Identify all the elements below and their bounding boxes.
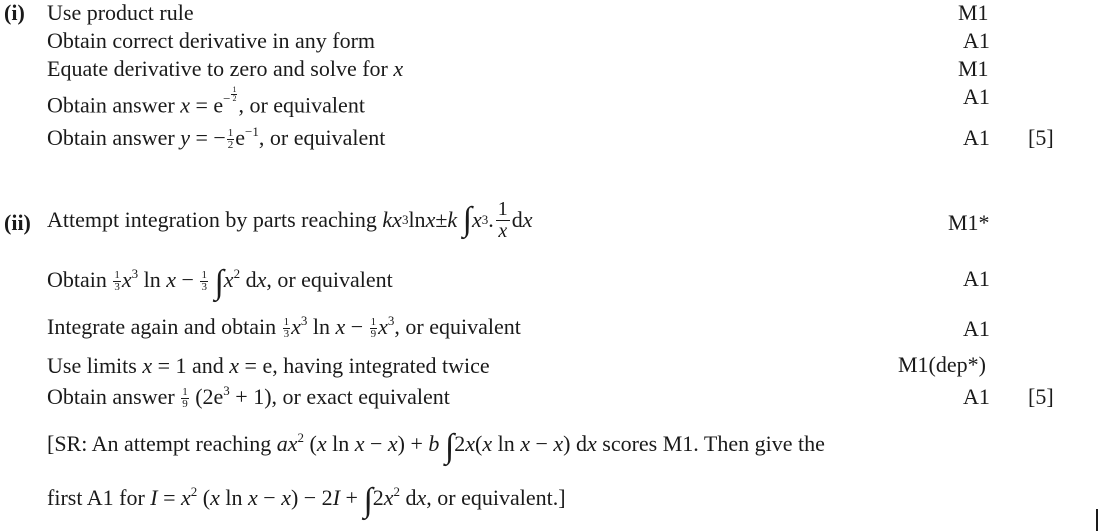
sr-line-2-x3: x	[281, 485, 291, 510]
part-ii-step-1: Attempt integration by parts reaching k x 3 ln x ± k ∫ x 3 . $\frac{1}{x}$ d x	[47, 197, 533, 242]
part-ii-d: d	[511, 207, 523, 232]
part-i-step-2: Obtain correct derivative in any form	[47, 28, 376, 53]
part-ii-pm: ±	[435, 207, 448, 232]
part-ii-mark-1: M1*	[948, 210, 990, 235]
sr-line-1-x3: x	[387, 431, 398, 456]
sr-line-1-ln2: ln	[492, 431, 521, 456]
special-ruling-line-2	[47, 484, 566, 518]
part-i-step-3-text: Equate derivative to zero and solve for	[47, 56, 388, 81]
part-ii-step-4-eq2: = e, having integrated twice	[239, 353, 490, 378]
sr-line-2-sq: 2	[190, 484, 198, 499]
sr-line-2-eq: =	[157, 485, 182, 510]
sr-line-1-x2: x	[354, 431, 365, 456]
part-ii-step-3-frac-1: $\frac{1}{3}$	[283, 315, 290, 341]
sr-line-1-x7: x	[553, 431, 564, 456]
part-i-step-5	[47, 124, 386, 152]
part-i-mark-5: A1	[963, 125, 990, 150]
sr-line-2-integral: ∫	[363, 482, 373, 519]
part-i-step-5-half: $\frac{1}{2}$	[227, 126, 234, 152]
sr-line-1-a: [SR: An attempt reaching	[47, 431, 272, 456]
part-ii-step-1-pre: Attempt integration by parts reaching	[47, 207, 377, 232]
part-i-step-5-lhs: y	[180, 125, 190, 150]
part-ii-dot: .	[488, 207, 494, 232]
part-ii-xcube: x	[472, 207, 482, 232]
sr-line-2-2: 2	[372, 485, 384, 510]
part-ii-step-4-eq1: = 1 and	[152, 353, 230, 378]
part-i-step-4-exponent: − 1 2	[223, 85, 237, 107]
sr-line-2-d: d	[400, 485, 417, 510]
part-ii-step-3-xv: x	[335, 314, 346, 339]
sr-line-1-x8: x	[587, 431, 597, 456]
part-i-step-3	[47, 58, 403, 80]
part-i-step-5-exp: −1	[245, 124, 259, 139]
part-ii-step-3-minus: −	[345, 314, 369, 339]
part-i-step-4-lhs: x	[180, 92, 190, 118]
part-ii-step-5	[47, 383, 450, 411]
sr-line-2-b1: (	[197, 485, 211, 510]
part-ii-step-2-integral: ∫	[214, 264, 224, 301]
part-ii-step-2-ln: ln	[138, 267, 167, 292]
part-ii-step-2-cube: 3	[131, 266, 139, 281]
part-ii-mark-5: A1	[963, 384, 990, 409]
sr-line-2-end: , or equivalent.]	[426, 485, 566, 510]
part-ii-step-2-dx-var: x	[256, 267, 267, 292]
sr-line-1-x1: x	[316, 431, 327, 456]
part-ii-ln: ln	[408, 207, 426, 232]
part-ii-step-2-x2: x	[223, 267, 234, 292]
sr-line-1-x5: x	[482, 431, 493, 456]
sr-line-2-sq2: 2	[393, 484, 401, 499]
part-i-step-4-post: , or equivalent	[238, 92, 365, 118]
part-ii-step-2-minus: −	[176, 267, 200, 292]
part-ii-mark-2: A1	[963, 266, 990, 291]
part-ii-step-3-x: x	[291, 314, 301, 339]
part-ii-x: x	[392, 207, 402, 232]
part-ii-step-5-cube: 3	[223, 383, 230, 398]
sr-line-1-sq: 2	[297, 430, 304, 445]
page-edge-mark	[1096, 509, 1098, 531]
part-i-step-4	[47, 86, 365, 116]
sr-line-1-m1: −	[364, 431, 388, 456]
sr-line-2-m: −	[257, 485, 282, 510]
sr-line-2-x1: x	[210, 485, 220, 510]
part-ii-integral-sign: ∫	[462, 201, 472, 238]
sr-line-1-bv: b	[428, 431, 440, 456]
sr-line-2-x5: x	[416, 485, 427, 510]
sr-line-1-b1: (	[304, 431, 317, 456]
part-i-step-1: Use product rule	[47, 0, 194, 25]
part-ii-step-2-frac-1: $\frac{1}{3}$	[114, 268, 120, 294]
sr-line-2-x: x	[181, 485, 191, 510]
part-i-step-4-pre: Obtain answer	[47, 92, 175, 118]
part-i-mark-4: A1	[963, 84, 990, 109]
sr-line-1-b2: ) +	[397, 431, 429, 456]
part-ii-x2: x	[425, 207, 436, 232]
part-i-step-3-var: x	[393, 56, 404, 81]
sr-line-1-p: (	[475, 431, 483, 456]
part-ii-k2: k	[447, 207, 458, 232]
part-ii-step-2-xv: x	[166, 267, 177, 292]
sr-line-1-ax: ax	[276, 431, 298, 456]
part-ii-step-3-frac-2: $\frac{1}{9}$	[370, 315, 377, 341]
part-ii-step-2-sq: 2	[233, 266, 241, 281]
part-ii-k: k	[382, 207, 393, 232]
part-i-step-5-post: , or equivalent	[258, 125, 386, 150]
part-i-label: (i)	[4, 0, 25, 25]
part-ii-total: [5]	[1028, 384, 1054, 409]
part-ii-step-3-cube2: 3	[387, 313, 395, 328]
part-ii-step-3-ln: ln	[307, 314, 336, 339]
sr-line-1-m2: −	[529, 431, 554, 456]
sr-line-1-close: ) d	[563, 431, 587, 456]
sr-line-2-plus: +	[340, 485, 364, 510]
part-ii-step-3-cube: 3	[300, 313, 308, 328]
part-ii-step-2-frac-2: $\frac{1}{3}$	[201, 268, 207, 294]
part-ii-step-2-x: x	[121, 267, 132, 292]
sr-line-2-x4: x	[383, 485, 394, 510]
sr-line-2-I2: I	[332, 485, 341, 510]
sr-line-1-ln1: ln	[326, 431, 355, 456]
sr-line-1-x6: x	[520, 431, 530, 456]
part-ii-step-3-post: , or equivalent	[394, 314, 521, 339]
part-ii-step-4-pre: Use limits	[47, 353, 137, 378]
part-ii-step-3-pre: Integrate again and obtain	[47, 314, 277, 339]
part-i-step-5-e: e	[235, 125, 246, 150]
sr-line-1-x4: x	[465, 431, 475, 456]
part-ii-step-5-frac: $\frac{1}{9}$	[182, 385, 188, 411]
part-ii-step-5-pre: Obtain answer	[47, 384, 175, 409]
part-ii-step-2-d: d	[240, 267, 257, 292]
part-i-mark-3: M1	[958, 56, 989, 81]
part-ii-step-3-x2: x	[378, 314, 388, 339]
part-ii-step-4-x2: x	[229, 353, 240, 378]
sr-line-2-ln: ln	[219, 485, 248, 510]
part-ii-dx-var: x	[522, 207, 533, 232]
sr-line-2-x2: x	[248, 485, 258, 510]
part-ii-mark-3: A1	[963, 316, 990, 341]
part-ii-one-over-x: $\frac{1}{x}$	[497, 197, 508, 242]
part-i-step-5-eq: = −	[189, 125, 226, 150]
part-i-total: [5]	[1028, 125, 1054, 150]
part-i-step-4-eq: = e	[189, 92, 224, 118]
part-ii-step-2-post: , or equivalent	[266, 267, 393, 292]
part-ii-step-4	[47, 355, 490, 377]
special-ruling-line-1	[47, 430, 825, 464]
part-ii-step-5-expr-a: (2e	[189, 384, 224, 409]
part-ii-step-2-pre: Obtain	[47, 267, 107, 292]
sr-line-1-2: 2	[454, 431, 466, 456]
part-i-mark-2: A1	[963, 28, 990, 53]
sr-line-2-a: first A1 for	[47, 485, 145, 510]
sr-line-2-b2: ) − 2	[290, 485, 333, 510]
part-ii-step-4-x1: x	[142, 353, 153, 378]
part-ii-step-5-expr-b: + 1), or exact equivalent	[229, 384, 450, 409]
part-ii-label: (ii)	[4, 210, 31, 235]
sr-line-1-integral: ∫	[444, 428, 455, 465]
part-i-mark-1: M1	[958, 0, 989, 25]
part-i-step-5-pre: Obtain answer	[47, 125, 175, 150]
sr-line-2-I: I	[150, 485, 158, 510]
part-ii-step-3	[47, 313, 521, 341]
part-ii-step-2	[47, 266, 393, 300]
sr-line-1-end: scores M1. Then give the	[596, 431, 825, 456]
part-ii-mark-4: M1(dep*)	[898, 352, 986, 377]
